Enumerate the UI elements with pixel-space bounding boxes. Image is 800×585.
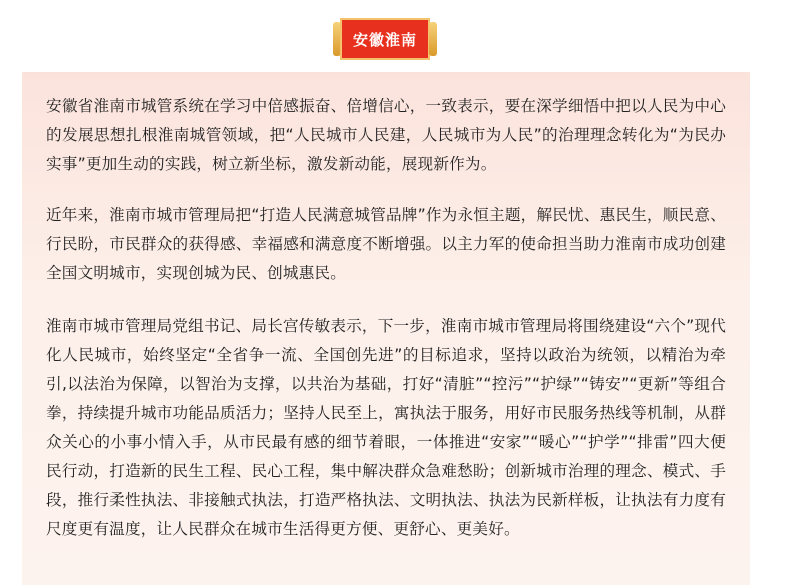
scroll-ornament-right: [429, 22, 437, 56]
section-title-banner: [333, 18, 437, 60]
section-title: 安徽淮南: [340, 18, 430, 60]
article-paragraph-1: 安徽省淮南市城管系统在学习中倍感振奋、倍增信心，一致表示，要在深学细悟中把以人民为中心的发展思想扎根淮南城管领域，把“人民城市人民建，人民城市为人民”的治理理念转化为“为民办实事”更加生动的实践，树立新坐标，激发新动能，展现新作为。: [46, 97, 726, 173]
article-paragraph-2: 近年来，淮南市城市管理局把“打造人民满意城管品牌”作为永恒主题，解民忧、惠民生，顺民意、行民盼，市民群众的获得感、幸福感和满意度不断增强。以主力军的使命担当助力淮南市成功创建全国文明城市，实现创城为民、创城惠民。: [46, 206, 726, 282]
article-paragraph-3: 淮南市城市管理局党组书记、局长宫传敏表示，下一步，淮南市城市管理局将围绕建设“六个”现代化人民城市，始终坚定“全省争一流、全国创先进”的目标追求，坚持以政治为统领，以精治为牵引,以法治为保障，以智治为支撑，以共治为基础，打好“清脏”“控污”“护绿”“铸安”“更新”等组合拳，持续提升城市功能品质活力；坚持人民至上，寓执法于服务，用好市民服务热线等机制，从群众关心的小事小情入手，从市民最有感的细节着眼，一体推进“安家”“暖心”“护学”“排雷”四大便民行动，打造新的民生工程、民心工程，集中解决群众急难愁盼；创新城市治理的理念、模式、手段，推行柔性执法、非接触式执法，打造严格执法、文明执法、执法为民新样板，让执法有力度有尺度更有温度，让人民群众在城市生活得更方便、更舒心、更美好。: [46, 317, 726, 538]
